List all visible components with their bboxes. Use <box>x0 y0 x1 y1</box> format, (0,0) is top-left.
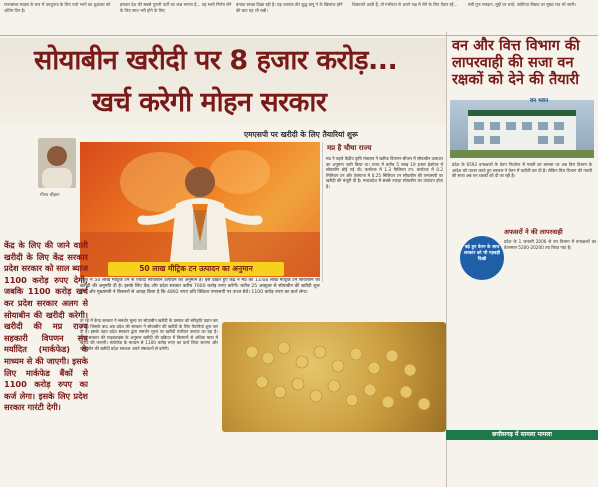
forest-intro <box>452 162 592 232</box>
headline-line-2: खर्च करेगी मोहन सरकार <box>92 87 327 118</box>
top-strip-column: बनाया स्वच्छ दिखा रही है। यह व्यापक तौर बुद्ध बापू ने के खिलाफ होने की बात यह भी रखी। <box>236 2 343 13</box>
reporter-photo <box>38 138 76 188</box>
sub-headline: एमएसपी पर खरीदी के लिए तैयारियां शुरू <box>244 130 358 139</box>
top-strip-column: मंत्री पुनः मतदान, मुद्दों पर चर्चा, जातिगत विवाद पर मुख्य राय भी जानी। <box>468 2 577 7</box>
mp-box-title: मप्र है चौथा राज्य <box>327 144 372 152</box>
top-strip-column: शिकायतें आती हैं, तो गंभीरता से अपने पक्ष में लेने के लिए तैयार रहें... <box>352 2 458 7</box>
reporter-name: गौरव चौहान <box>40 193 60 198</box>
left-pull-quote <box>4 240 88 414</box>
forest-headline: वन और वित्त विभाग की लापरवाही की सजा वन रक्षकों को देने की तैयारी <box>452 38 580 88</box>
forest-intro-text: प्रदेश के 6592 वनरक्षकों के वेतन निर्धारण में गलती का मामला पर अब वित्त विभाग के आदेश को पालन करते हुए सरकार ने वेतन में कटौती कर दी है। लेकिन वित्त विभाग की गलती की सजा अब वन रक्षकों को दी जा रही है। <box>452 162 592 179</box>
forest-building-photo <box>450 100 594 158</box>
negligence-text: प्रदेश के 1 जनवरी 2006 से वन विभाग में वनरक्षकों का वेतनमान 5200-20200 तय किया गया है। <box>504 239 596 250</box>
headline-line-1: सोयाबीन खरीदी पर 8 हजार करोड़... <box>34 45 398 76</box>
salary-badge: बढ़े हुए वेतन के साथ सरकार को भी गड़बड़ी दिखी <box>460 236 504 280</box>
intro-paragraph <box>80 278 320 316</box>
mp-box-text: मप्र ने पहले केंद्रीय कृषि मंत्रालय ने खरीफ विपणन सीजन में सोयाबीन उत्पादन का अनुमान जारी किया था। राज्य में करीब 5 लाख 19 हजार हेक्टेयर में सोयाबीन बोई गई थी। कर्नाटक में 1.3 मिलियन टन, कर्नाटक में 0.2 मिलियन टन और तेलंगाना में 0.25 मिलियन टन सोयाबीन की एमएसपी पर खरीदी की मंजूरी दी है। मध्यप्रदेश में सबसे ज्यादा सोयाबीन का उत्पादन होता है। <box>326 156 443 189</box>
mp-fourth-state-box <box>322 142 446 282</box>
negligence-section <box>504 228 596 250</box>
body-text-column: ता रहे में केन्द्र सरकार ने समर्थन मूल्य पर सोयाबीन खरीदी के प्रस्ताव को स्वीकृति प्रदान कर दी है। जिसके बाद अब प्रदेश की सरकार ने सोयाबीन की खरीदी के लिए तैयारियां शुरू कर दी हैं। इसके तहत प्रदेश सरकार द्वारा समर्थन मूल्य पर खरीदी पंजीयन कराया जा रहा है। केन्द्र सरकार की गाइडलाइंस के अनुसार खरीदी की प्रक्रिया में किसानों से अधिक मात्रा में खरीद की जाएगी। मार्कफेड के माध्यम से 1100 करोड़ रुपए का कर्ज लिया जाएगा और सोयाबीन की खरीदी प्रदेश सरकार अपने संसाधनों से करेगी। <box>80 318 218 351</box>
soybean-photo <box>222 322 446 432</box>
top-news-strip <box>0 0 598 36</box>
chhattisgarh-bar: छत्तीसगढ़ में सामला मामला <box>446 430 598 440</box>
pull-quote-text: केंद्र के लिए की जाने वाली खरीदी के लिए केंद्र सरकार प्रदेश सरकार को साल ब्याज 1100 करोड़ रुपए देगी, जबकि 1100 करोड़ खर्च कर प्रदेश सरकार अलग से सोयाबीन की खरीदी करेगी। खरीदी की मप्र राज्य सहकारी विपणन संघ मर्यादित (मार्कफेड) के माध्यम से की जाएगी। इसके लिए मार्कफेड बैंकों से 1100 करोड़ रुपए का कर्ज लेगा। इसके लिए प्रदेश सरकार गारंटी देगी। <box>4 240 88 413</box>
top-strip-column: हराकर देश की सबसे पुरानी पार्टी का जश्न मनाना है... यह सभी निर्णय लेने के लिए साथ भरी होने के लिए <box>120 2 232 13</box>
photo-label: वन भवन <box>530 98 549 104</box>
photo-caption: 50 लाख मीट्रिक टन उत्पादन का अनुमान <box>108 262 284 276</box>
intro-text: प्रदेश में 50 लाख मीट्रिक टन से ज्यादा सोयाबीन उत्पादन का अनुमान है। इसे देखते हुए केंद्र ने मप्र को 13.68 लाख मीट्रिक टन सोयाबीन की खरीदी की अनुमति दी है। इसके लिए केंद्र और प्रदेश सरकार करीब 7000 करोड़ रुपए करेगी। करीब 25 अक्टूबर से सोयाबीन की खरीदी शुरू होगी और मुख्यमंत्री ने किसानों से आग्रह किया है कि 4892 रुपए प्रति क्विंटल एमएसपी पर उपज बेचें। 1100 करोड़ रुपए का कर्ज लेगा। <box>80 278 320 295</box>
negligence-title: अफसरों ने की लापरवाही <box>504 228 563 236</box>
chief-minister-photo <box>80 142 320 277</box>
top-strip-column: राज्यसभा सदस्य के रूप में उपचुनाव के लिए पर्चा भरने का शुक्रवार को अंतिम दिन है। <box>4 2 111 13</box>
